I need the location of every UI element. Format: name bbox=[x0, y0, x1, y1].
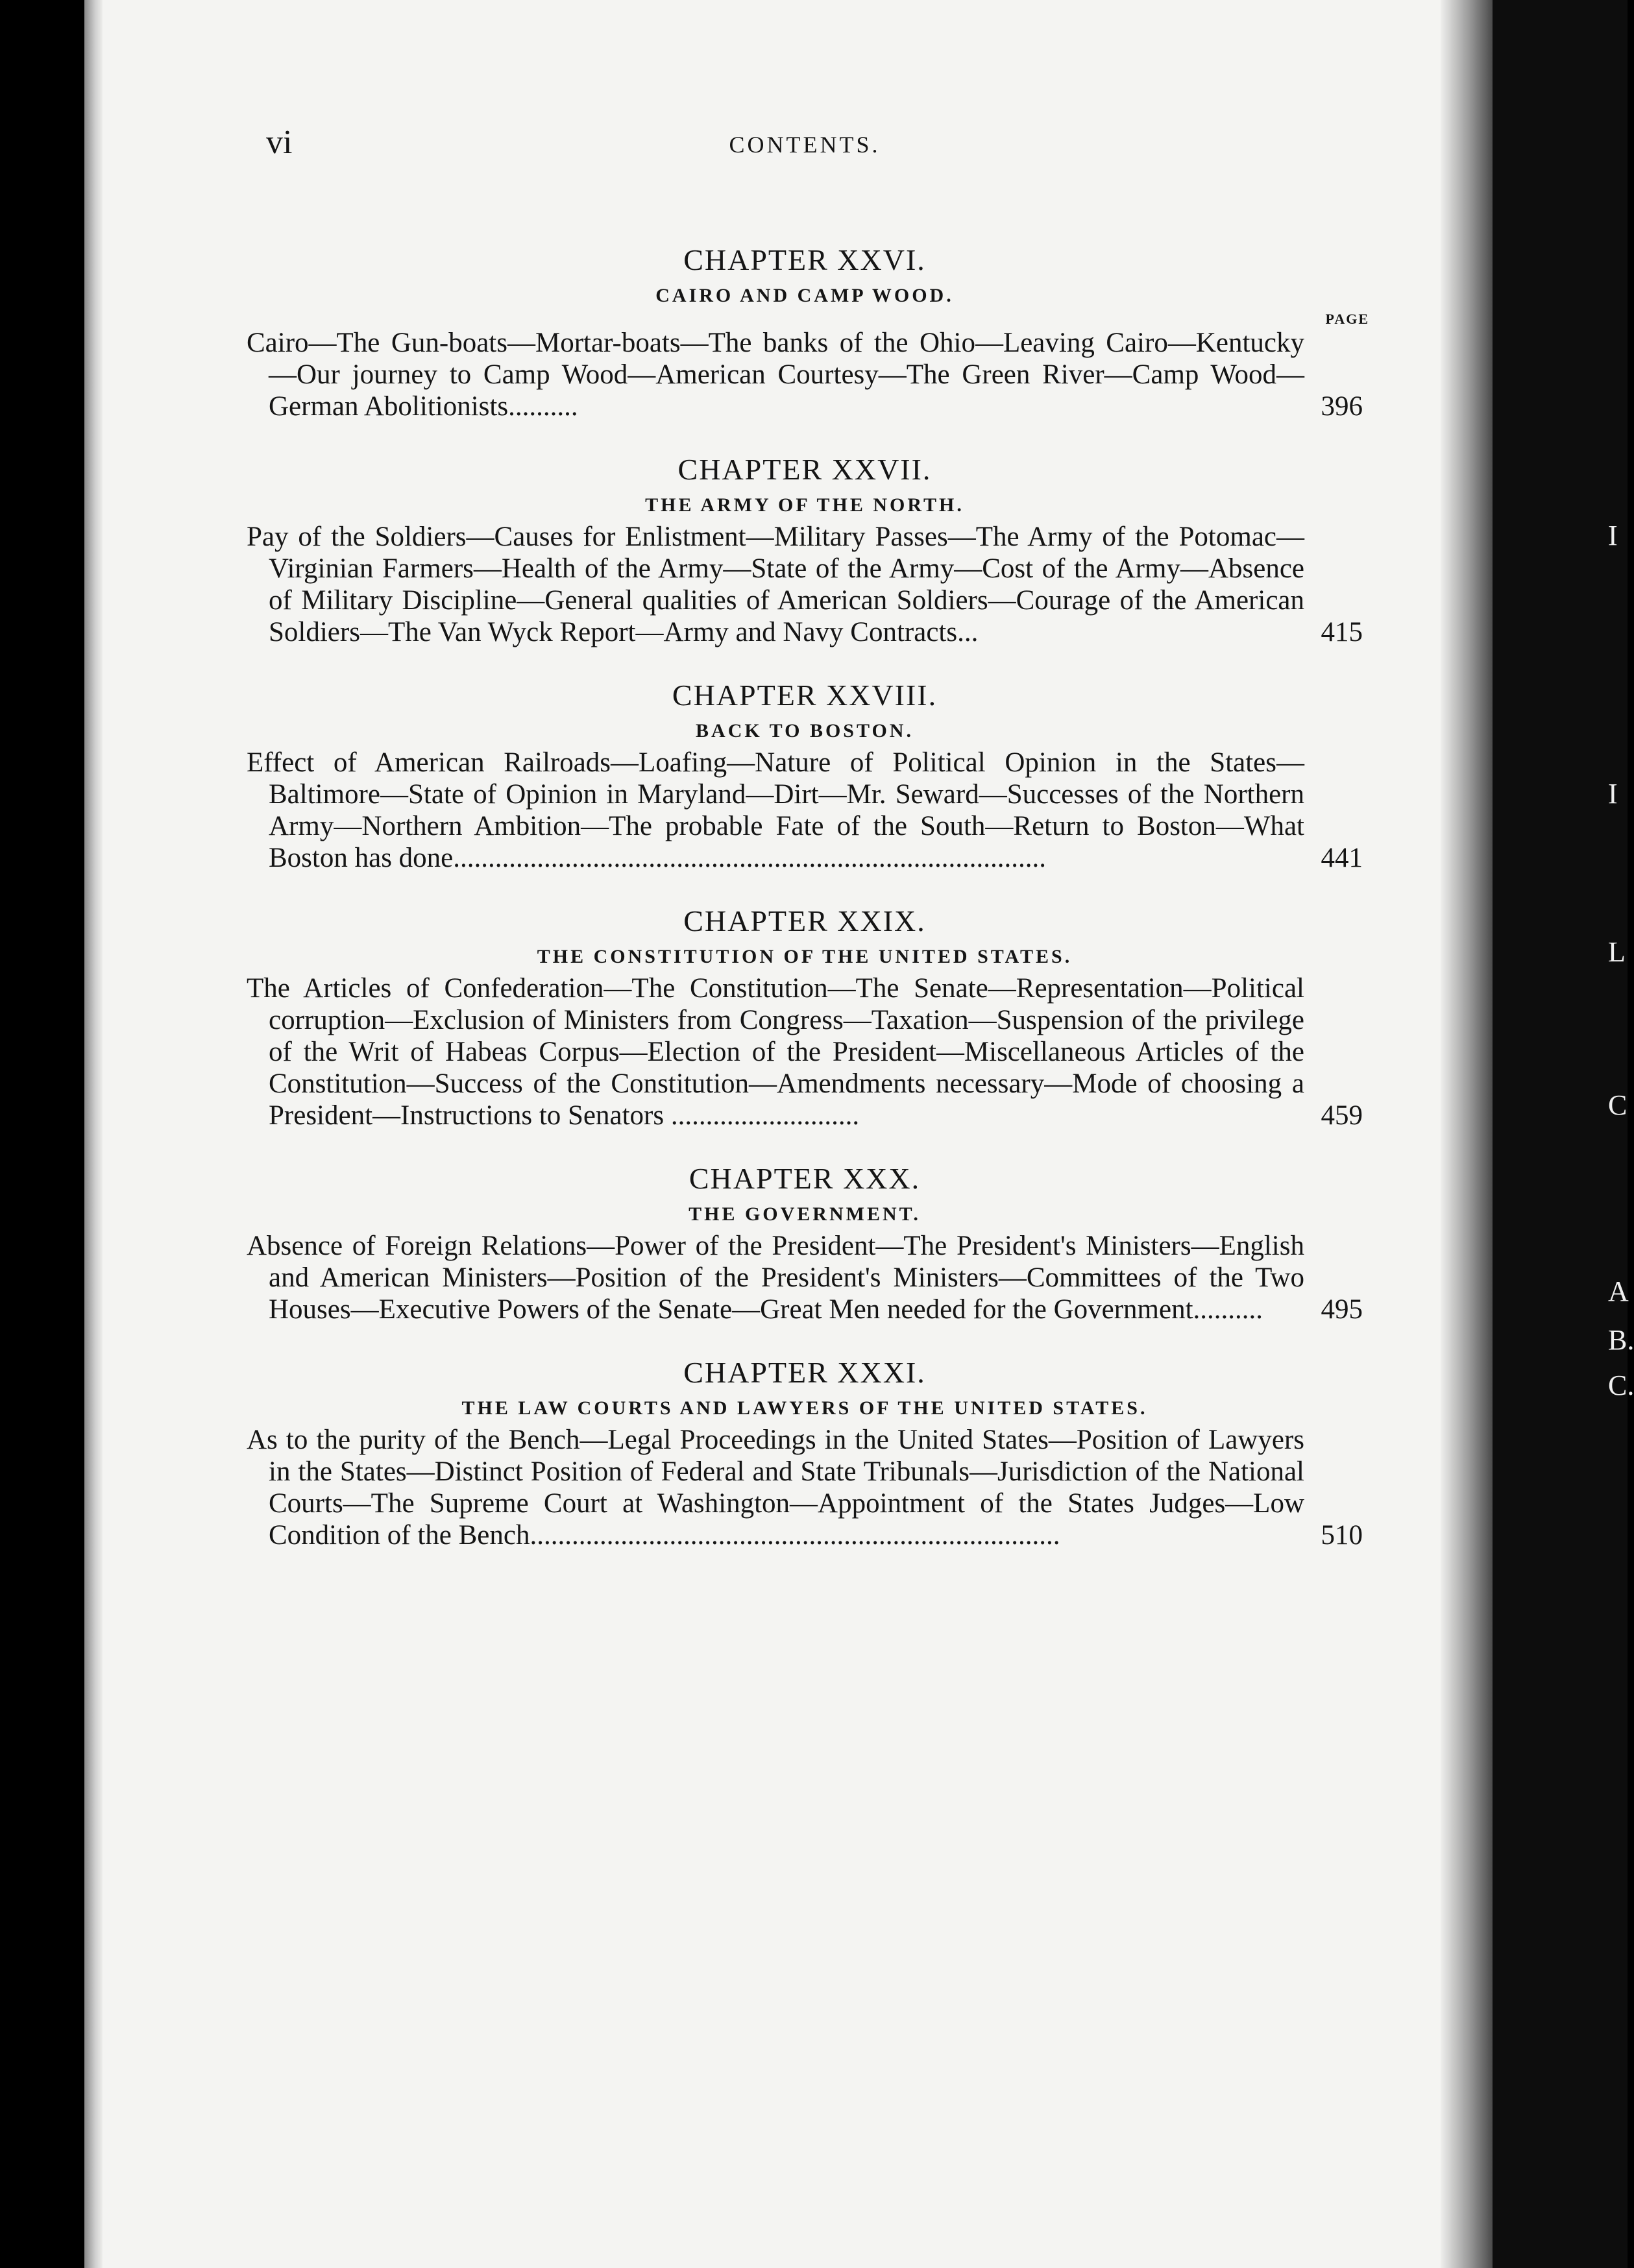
adjacent-page bbox=[1493, 0, 1628, 2268]
page-number: vi bbox=[266, 124, 293, 161]
running-title: CONTENTS. bbox=[729, 132, 881, 158]
chapter-page-number: 459 bbox=[1321, 1100, 1363, 1131]
adjacent-page-letter: A bbox=[1608, 1275, 1629, 1307]
chapter-subtitle: THE LAW COURTS AND LAWYERS OF THE UNITED STATES. bbox=[461, 1397, 1148, 1419]
adjacent-page-letter: I bbox=[1608, 520, 1618, 551]
chapter-title: CHAPTER XXXI. bbox=[683, 1356, 926, 1389]
chapter-summary: As to the purity of the Bench—Legal Proceedings in the United States—Position of Lawyers in the States—Distinct Position of Federal and State Tribunals—Jurisdiction of the National Courts—The Supreme Court at Washington—Appointment of the States Judges—Low Condition of the Bench............................................................................ bbox=[247, 1425, 1304, 1550]
chapter-page-number: 441 bbox=[1321, 843, 1363, 873]
spine-shadow bbox=[1441, 0, 1493, 2268]
adjacent-page-letter: C. bbox=[1608, 1369, 1634, 1401]
contents-block bbox=[247, 123, 1369, 1551]
chapter-summary: Cairo—The Gun-boats—Mortar-boats—The banks of the Ohio—Leaving Cairo—Kentucky—Our journey to Camp Wood—American Courtesy—The Green River—Camp Wood—German Abolitionists.......... bbox=[247, 328, 1304, 422]
chapter-summary: Pay of the Soldiers—Causes for Enlistment—Military Passes—The Army of the Potomac—Virginian Farmers—Health of the Army—State of the Army—Cost of the Army—Absence of Military Discipline—General qualities of American Soldiers—Courage of the American Soldiers—The Van Wyck Report—Army and Navy Contracts... bbox=[247, 522, 1304, 647]
adjacent-page-letter: C bbox=[1608, 1089, 1628, 1121]
adjacent-page-letter: B. bbox=[1608, 1324, 1634, 1356]
chapter-entry bbox=[247, 240, 1369, 422]
chapter-entry bbox=[247, 1159, 1363, 1325]
chapter-entry bbox=[247, 450, 1363, 648]
chapter-title: CHAPTER XXVIII. bbox=[672, 679, 938, 712]
adjacent-page-letter: L bbox=[1608, 936, 1626, 968]
chapter-title: CHAPTER XXIX. bbox=[683, 904, 926, 937]
chapter-subtitle: THE CONSTITUTION OF THE UNITED STATES. bbox=[537, 946, 1073, 967]
running-head bbox=[247, 123, 1363, 175]
adjacent-page-letter: I bbox=[1608, 778, 1618, 810]
chapter-subtitle: THE ARMY OF THE NORTH. bbox=[645, 494, 964, 516]
chapter-summary: Effect of American Railroads—Loafing—Nature of Political Opinion in the States—Baltimore—State of Opinion in Maryland—Dirt—Mr. Seward—Successes of the Northern Army—Northern Ambition—The probable Fate of the South—Return to Boston—What Boston has done..................................................................................... bbox=[247, 747, 1304, 873]
chapter-subtitle: BACK TO BOSTON. bbox=[696, 720, 914, 742]
chapter-page-number: 415 bbox=[1321, 617, 1363, 647]
chapter-title: CHAPTER XXVI. bbox=[683, 243, 926, 276]
page-column-label: PAGE bbox=[1325, 311, 1369, 327]
chapter-page-number: 396 bbox=[1321, 391, 1363, 422]
chapter-page-number: 495 bbox=[1321, 1294, 1363, 1325]
chapter-page-number: 510 bbox=[1321, 1520, 1363, 1550]
chapter-subtitle: CAIRO AND CAMP WOOD. bbox=[655, 285, 954, 306]
chapter-entry bbox=[247, 901, 1363, 1131]
chapter-summary: The Articles of Confederation—The Constitution—The Senate—Representation—Political corruption—Exclusion of Ministers from Congress—Taxation—Suspension of the privilege of the Writ of Habeas Corpus—Election of the President—Miscellaneous Articles of the Constitution—Success of the Constitution—Amendments necessary—Mode of choosing a President—Instructions to Senators ........................... bbox=[247, 973, 1304, 1131]
chapter-summary: Absence of Foreign Relations—Power of the President—The President's Ministers—English and American Ministers—Position of the President's Ministers—Committees of the Two Houses—Executive Powers of the Senate—Great Men needed for the Government.......... bbox=[247, 1231, 1304, 1325]
chapter-subtitle: THE GOVERNMENT. bbox=[689, 1203, 921, 1225]
page-left-edge bbox=[84, 0, 103, 2268]
chapter-entry bbox=[247, 675, 1363, 874]
chapter-entry bbox=[247, 1353, 1363, 1551]
chapter-title: CHAPTER XXX. bbox=[689, 1162, 921, 1195]
chapter-title: CHAPTER XXVII. bbox=[677, 453, 932, 486]
